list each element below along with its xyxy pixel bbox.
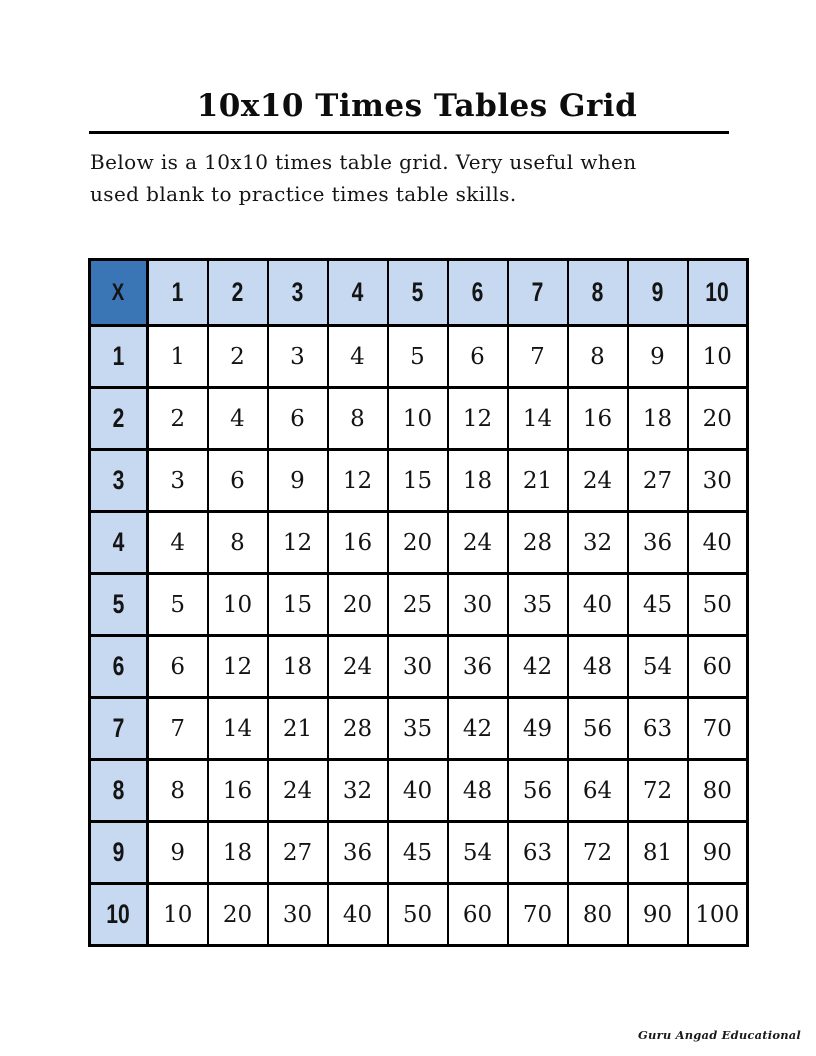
column-header-cell-8 bbox=[568, 260, 628, 326]
column-header-cell-2 bbox=[208, 260, 268, 326]
times-table-header bbox=[90, 260, 748, 326]
product-cell: 6 bbox=[448, 326, 508, 388]
product-cell: 4 bbox=[208, 388, 268, 450]
product-cell: 12 bbox=[328, 450, 388, 512]
row-header-label: 4 bbox=[112, 527, 125, 557]
column-header-label: 2 bbox=[231, 277, 244, 307]
footer-credit: Guru Angad Educational bbox=[638, 1028, 801, 1042]
product-cell: 12 bbox=[208, 636, 268, 698]
product-cell: 16 bbox=[568, 388, 628, 450]
product-cell: 45 bbox=[628, 574, 688, 636]
row-header-cell-3 bbox=[90, 450, 148, 512]
product-cell: 30 bbox=[448, 574, 508, 636]
product-cell: 3 bbox=[148, 450, 208, 512]
product-cell: 50 bbox=[688, 574, 748, 636]
table-header-row bbox=[90, 260, 748, 326]
table-row-4 bbox=[90, 512, 748, 574]
product-cell: 2 bbox=[148, 388, 208, 450]
product-cell: 12 bbox=[448, 388, 508, 450]
times-table-body bbox=[90, 326, 748, 946]
product-cell: 18 bbox=[628, 388, 688, 450]
product-cell: 18 bbox=[208, 822, 268, 884]
row-header-label: 9 bbox=[112, 837, 125, 867]
product-cell: 81 bbox=[628, 822, 688, 884]
product-cell: 27 bbox=[628, 450, 688, 512]
product-cell: 24 bbox=[448, 512, 508, 574]
product-cell: 14 bbox=[208, 698, 268, 760]
product-cell: 40 bbox=[328, 884, 388, 946]
column-header-label: 8 bbox=[591, 277, 604, 307]
column-header-label: 10 bbox=[705, 277, 729, 307]
intro-text bbox=[90, 146, 746, 210]
product-cell: 1 bbox=[148, 326, 208, 388]
column-header-cell-7 bbox=[508, 260, 568, 326]
product-cell: 48 bbox=[448, 760, 508, 822]
table-row-5 bbox=[90, 574, 748, 636]
column-header-label: 7 bbox=[531, 277, 544, 307]
product-cell: 14 bbox=[508, 388, 568, 450]
product-cell: 9 bbox=[628, 326, 688, 388]
column-header-label: 1 bbox=[171, 277, 184, 307]
column-header-cell-1 bbox=[148, 260, 208, 326]
product-cell: 6 bbox=[208, 450, 268, 512]
product-cell: 5 bbox=[148, 574, 208, 636]
product-cell: 40 bbox=[688, 512, 748, 574]
product-cell: 24 bbox=[328, 636, 388, 698]
product-cell: 10 bbox=[148, 884, 208, 946]
column-header-label: 4 bbox=[351, 277, 364, 307]
row-header-cell-4 bbox=[90, 512, 148, 574]
row-header-cell-5 bbox=[90, 574, 148, 636]
table-row-1 bbox=[90, 326, 748, 388]
product-cell: 8 bbox=[328, 388, 388, 450]
product-cell: 90 bbox=[688, 822, 748, 884]
product-cell: 16 bbox=[208, 760, 268, 822]
product-cell: 70 bbox=[508, 884, 568, 946]
product-cell: 8 bbox=[568, 326, 628, 388]
product-cell: 36 bbox=[328, 822, 388, 884]
row-header-cell-1 bbox=[90, 326, 148, 388]
times-table bbox=[88, 258, 749, 947]
column-header-cell-3 bbox=[268, 260, 328, 326]
product-cell: 56 bbox=[508, 760, 568, 822]
product-cell: 35 bbox=[388, 698, 448, 760]
product-cell: 64 bbox=[568, 760, 628, 822]
product-cell: 30 bbox=[388, 636, 448, 698]
product-cell: 9 bbox=[148, 822, 208, 884]
intro-line-2: used blank to practice times table skills. bbox=[90, 182, 517, 206]
table-row-8 bbox=[90, 760, 748, 822]
product-cell: 30 bbox=[268, 884, 328, 946]
row-header-cell-6 bbox=[90, 636, 148, 698]
row-header-cell-10 bbox=[90, 884, 148, 946]
column-header-cell-4 bbox=[328, 260, 388, 326]
product-cell: 7 bbox=[148, 698, 208, 760]
product-cell: 9 bbox=[268, 450, 328, 512]
product-cell: 54 bbox=[448, 822, 508, 884]
product-cell: 80 bbox=[688, 760, 748, 822]
product-cell: 45 bbox=[388, 822, 448, 884]
product-cell: 50 bbox=[388, 884, 448, 946]
product-cell: 20 bbox=[688, 388, 748, 450]
product-cell: 18 bbox=[268, 636, 328, 698]
column-header-cell-6 bbox=[448, 260, 508, 326]
row-header-label: 8 bbox=[112, 775, 125, 805]
row-header-label: 6 bbox=[112, 651, 125, 681]
row-header-cell-8 bbox=[90, 760, 148, 822]
product-cell: 90 bbox=[628, 884, 688, 946]
row-header-label: 10 bbox=[106, 899, 131, 929]
product-cell: 36 bbox=[448, 636, 508, 698]
product-cell: 4 bbox=[328, 326, 388, 388]
column-header-label: 5 bbox=[411, 277, 424, 307]
product-cell: 42 bbox=[448, 698, 508, 760]
product-cell: 3 bbox=[268, 326, 328, 388]
product-cell: 48 bbox=[568, 636, 628, 698]
product-cell: 32 bbox=[328, 760, 388, 822]
title-underline bbox=[89, 131, 729, 134]
product-cell: 35 bbox=[508, 574, 568, 636]
product-cell: 5 bbox=[388, 326, 448, 388]
product-cell: 60 bbox=[448, 884, 508, 946]
product-cell: 10 bbox=[688, 326, 748, 388]
product-cell: 21 bbox=[268, 698, 328, 760]
row-header-cell-7 bbox=[90, 698, 148, 760]
product-cell: 63 bbox=[508, 822, 568, 884]
product-cell: 16 bbox=[328, 512, 388, 574]
product-cell: 20 bbox=[388, 512, 448, 574]
row-header-label: 2 bbox=[112, 403, 125, 433]
product-cell: 100 bbox=[688, 884, 748, 946]
table-row-9 bbox=[90, 822, 748, 884]
product-cell: 15 bbox=[388, 450, 448, 512]
table-row-2 bbox=[90, 388, 748, 450]
table-row-10 bbox=[90, 884, 748, 946]
product-cell: 49 bbox=[508, 698, 568, 760]
column-header-label: 3 bbox=[291, 277, 304, 307]
row-header-label: 3 bbox=[112, 465, 125, 495]
product-cell: 32 bbox=[568, 512, 628, 574]
product-cell: 72 bbox=[628, 760, 688, 822]
column-header-label: 6 bbox=[471, 277, 484, 307]
product-cell: 15 bbox=[268, 574, 328, 636]
product-cell: 40 bbox=[568, 574, 628, 636]
column-header-label: 9 bbox=[651, 277, 664, 307]
product-cell: 10 bbox=[208, 574, 268, 636]
row-header-label: 5 bbox=[112, 589, 125, 619]
product-cell: 6 bbox=[268, 388, 328, 450]
corner-cell bbox=[90, 260, 148, 326]
product-cell: 36 bbox=[628, 512, 688, 574]
intro-line-1: Below is a 10x10 times table grid. Very useful when bbox=[90, 150, 637, 174]
row-header-label: 1 bbox=[112, 341, 125, 371]
table-row-7 bbox=[90, 698, 748, 760]
product-cell: 28 bbox=[508, 512, 568, 574]
product-cell: 7 bbox=[508, 326, 568, 388]
product-cell: 18 bbox=[448, 450, 508, 512]
product-cell: 27 bbox=[268, 822, 328, 884]
product-cell: 6 bbox=[148, 636, 208, 698]
product-cell: 42 bbox=[508, 636, 568, 698]
product-cell: 12 bbox=[268, 512, 328, 574]
column-header-cell-10 bbox=[688, 260, 748, 326]
product-cell: 8 bbox=[208, 512, 268, 574]
product-cell: 63 bbox=[628, 698, 688, 760]
product-cell: 10 bbox=[388, 388, 448, 450]
product-cell: 60 bbox=[688, 636, 748, 698]
product-cell: 56 bbox=[568, 698, 628, 760]
product-cell: 70 bbox=[688, 698, 748, 760]
product-cell: 2 bbox=[208, 326, 268, 388]
column-header-cell-9 bbox=[628, 260, 688, 326]
column-header-cell-5 bbox=[388, 260, 448, 326]
row-header-cell-9 bbox=[90, 822, 148, 884]
product-cell: 80 bbox=[568, 884, 628, 946]
table-row-3 bbox=[90, 450, 748, 512]
table-row-6 bbox=[90, 636, 748, 698]
corner-label: X bbox=[112, 278, 125, 306]
product-cell: 20 bbox=[328, 574, 388, 636]
product-cell: 8 bbox=[148, 760, 208, 822]
product-cell: 28 bbox=[328, 698, 388, 760]
product-cell: 30 bbox=[688, 450, 748, 512]
product-cell: 40 bbox=[388, 760, 448, 822]
product-cell: 21 bbox=[508, 450, 568, 512]
product-cell: 24 bbox=[268, 760, 328, 822]
product-cell: 20 bbox=[208, 884, 268, 946]
product-cell: 54 bbox=[628, 636, 688, 698]
product-cell: 72 bbox=[568, 822, 628, 884]
product-cell: 24 bbox=[568, 450, 628, 512]
content-area bbox=[88, 0, 746, 947]
page-title: 10x10 Times Tables Grid bbox=[196, 88, 638, 124]
product-cell: 25 bbox=[388, 574, 448, 636]
row-header-label: 7 bbox=[112, 713, 125, 743]
product-cell: 4 bbox=[148, 512, 208, 574]
row-header-cell-2 bbox=[90, 388, 148, 450]
